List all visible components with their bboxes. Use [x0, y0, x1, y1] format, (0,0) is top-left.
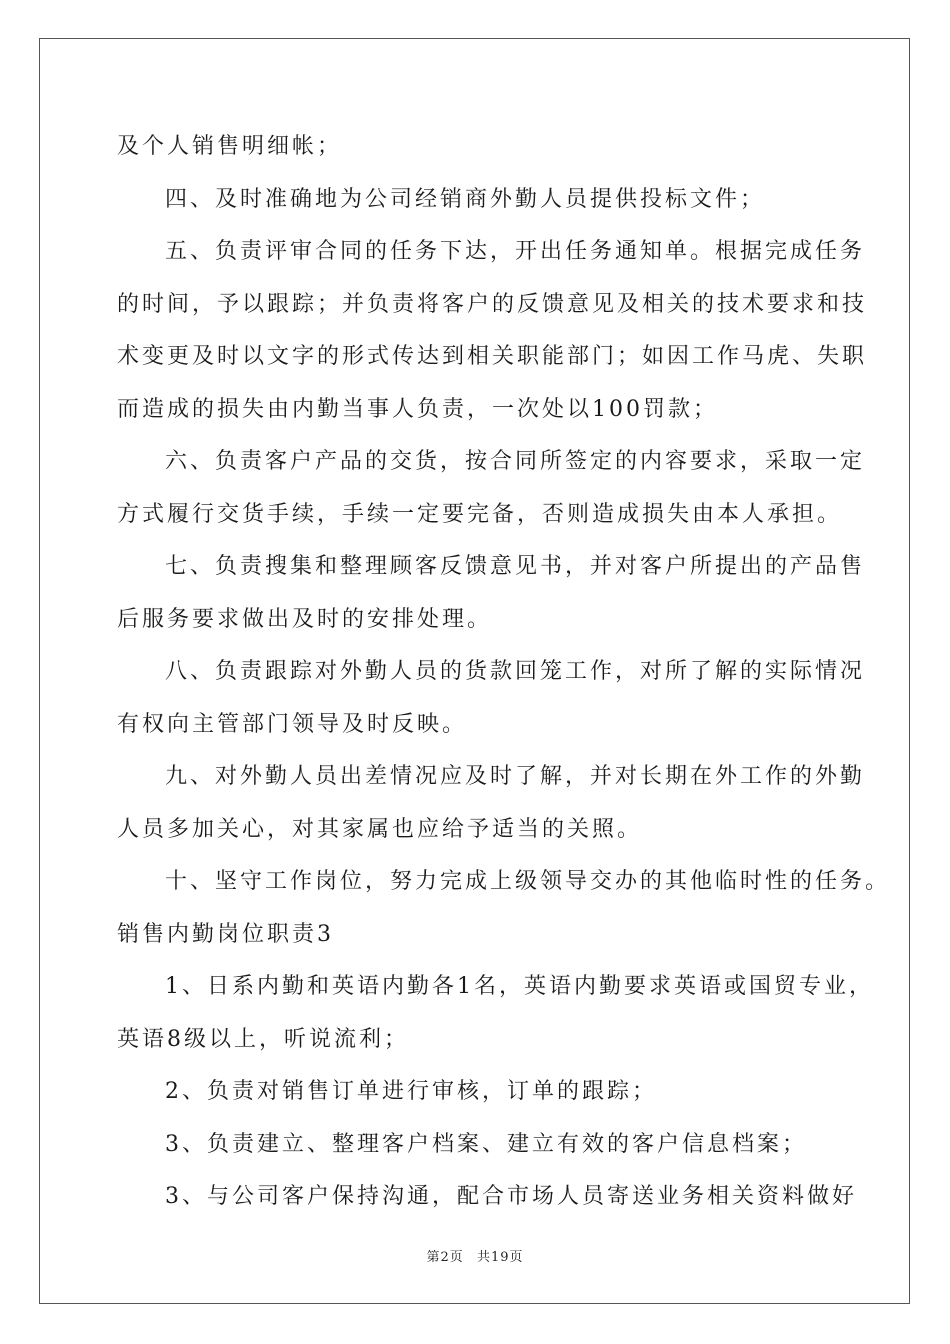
text-line: 五、负责评审合同的任务下达，开出任务通知单。根据完成任务 [165, 239, 866, 264]
text-line: 而造成的损失由内勤当事人负责，一次处以100罚款； [117, 396, 718, 422]
text-line: 及个人销售明细帐； [117, 134, 343, 159]
text-line: 的时间，予以跟踪；并负责将客户的反馈意见及相关的技术要求和技 [117, 291, 868, 317]
text-line: 方式履行交货手续，手续一定要完备，否则造成损失由本人承担。 [117, 501, 843, 527]
text-line: 四、及时准确地为公司经销商外勤人员提供投标文件； [165, 186, 766, 212]
text-line: 3、与公司客户保持沟通，配合市场人员寄送业务相关资料做好 [165, 1184, 857, 1209]
text-line: 有权向主管部门领导及时反映。 [117, 711, 468, 737]
text-line: 英语8级以上，听说流利； [117, 1026, 409, 1052]
text-line: 1、日系内勤和英语内勤各1名，英语内勤要求英语或国贸专业， [165, 974, 874, 999]
text-line: 3、负责建立、整理客户档案、建立有效的客户信息档案； [165, 1131, 807, 1157]
text-line: 八、负责跟踪对外勤人员的货款回笼工作，对所了解的实际情况 [165, 659, 866, 684]
text-line: 后服务要求做出及时的安排处理。 [117, 606, 493, 632]
text-line: 九、对外勤人员出差情况应及时了解，并对长期在外工作的外勤 [165, 764, 866, 789]
text-line: 术变更及时以文字的形式传达到相关职能部门；如因工作马虎、失职 [117, 344, 868, 369]
page-number: 第2页 [426, 1250, 464, 1265]
text-line: 人员多加关心，对其家属也应给予适当的关照。 [117, 816, 643, 842]
page-total: 共19页 [476, 1250, 524, 1265]
text-line: 销售内勤岗位职责3 [117, 921, 334, 947]
text-line: 2、负责对销售订单进行审核，订单的跟踪； [165, 1079, 657, 1104]
text-line: 七、负责搜集和整理顾客反馈意见书，并对客户所提出的产品售 [165, 554, 866, 579]
page-footer [0, 1246, 950, 1265]
text-line: 十、坚守工作岗位，努力完成上级领导交办的其他临时性的任务。 [165, 869, 891, 894]
text-line: 六、负责客户产品的交货，按合同所签定的内容要求，采取一定 [165, 449, 866, 474]
document-body [117, 130, 891, 1233]
